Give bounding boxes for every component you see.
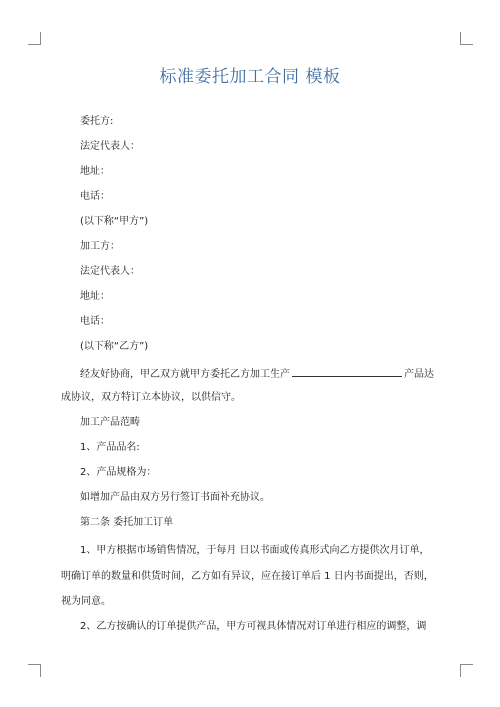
document-title: 标准委托加工合同 模板 <box>159 67 341 87</box>
agreement-paragraph-line-1 <box>80 366 434 382</box>
product-blank-field[interactable] <box>292 366 402 377</box>
item-product-spec: 2、产品规格为： <box>80 467 157 478</box>
client-phone-label: 电话： <box>80 191 110 202</box>
crop-mark-top-left <box>28 32 41 45</box>
processor-phone-label: 电话： <box>80 316 110 327</box>
clause-1-line-1: 1、甲方根据市场销售情况，于每月 日以书面或传真形式向乙方提供次月订单， <box>80 545 430 556</box>
clause-1-line-3: 视为同意。 <box>61 596 111 607</box>
processor-address-label: 地址： <box>80 291 110 302</box>
party-b-note: (以下称“乙方”) <box>80 341 149 352</box>
section-processing-scope: 加工产品范畴 <box>80 417 140 428</box>
agreement-text-after-blank: 产品达 <box>404 369 434 380</box>
item-product-name: 1、产品品名: <box>80 442 140 453</box>
client-representative-label: 法定代表人： <box>80 141 140 152</box>
party-a-note: (以下称“甲方”) <box>80 216 149 227</box>
processor-representative-label: 法定代表人： <box>80 266 140 277</box>
supplement-note: 如增加产品由双方另行签订书面补充协议。 <box>80 492 270 503</box>
crop-mark-bottom-right <box>460 664 473 677</box>
clause-2-line-1: 2、乙方按确认的订单提供产品，甲方可视具体情况对订单进行相应的调整，调 <box>80 621 427 632</box>
crop-mark-top-right <box>460 32 473 45</box>
crop-mark-bottom-left <box>28 664 41 677</box>
agreement-text-before-blank: 经友好协商，甲乙双方就甲方委托乙方加工生产 <box>80 369 290 380</box>
client-label: 委托方: <box>80 116 114 127</box>
article-2-heading: 第二条 委托加工订单 <box>80 517 174 528</box>
clause-1-line-2: 明确订单的数量和供货时间，乙方如有异议，应在接订单后 1 日内书面提出，否则， <box>61 571 434 582</box>
agreement-paragraph-line-2: 成协议，双方特订立本协议，以供信守。 <box>61 392 241 403</box>
client-address-label: 地址： <box>80 166 110 177</box>
processor-label: 加工方： <box>80 241 120 252</box>
